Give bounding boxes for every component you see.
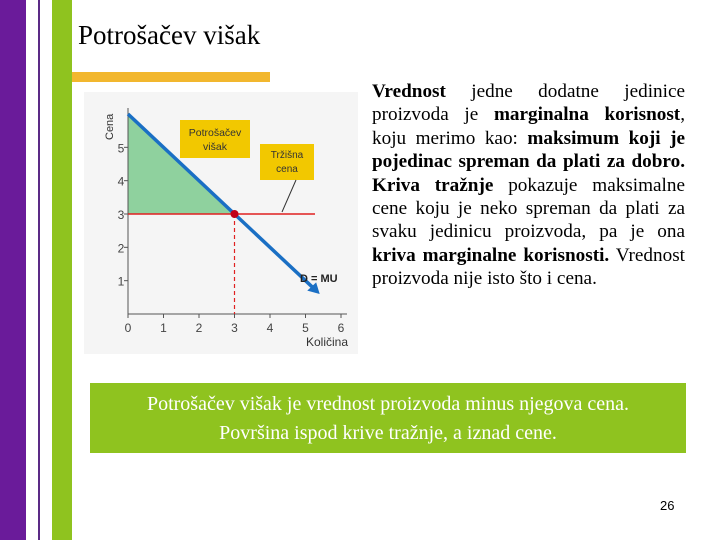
consumer-surplus-chart [84, 92, 358, 354]
surplus-label-line1: Potrošačev [188, 127, 242, 139]
page-number: 26 [660, 498, 675, 513]
surplus-label-line2: višak [203, 141, 227, 153]
body-run-3: , koju merimo kao: [372, 104, 685, 149]
highlight-box [90, 383, 686, 453]
x-tick-label: 3 [231, 321, 238, 335]
x-tick-label: 2 [195, 321, 203, 335]
body-paragraph [372, 80, 685, 291]
x-tick-label: 0 [124, 321, 132, 335]
slide-title: Potrošačev višak [78, 20, 261, 50]
price-label-line2: cena [276, 164, 298, 175]
left-accent-bar [0, 0, 26, 540]
price-label-line1: Tržišna [270, 150, 304, 161]
left-accent-line [38, 0, 40, 540]
body-run-4: maksimum koji je pojedinac spreman da plati za dobro. Kriva tražnje [372, 127, 686, 196]
x-tick-label: 1 [160, 321, 167, 335]
x-tick-label: 6 [337, 321, 345, 335]
y-tick-label: 3 [117, 208, 125, 222]
body-run-5: pokazuje maksimalne cene koju je neko spreman da plati za svaku jedinicu proizvoda, pa je ona [372, 174, 685, 243]
body-run-2: marginalna korisnost [493, 104, 681, 126]
y-tick-label: 1 [117, 274, 125, 289]
highlight-line-1: Potrošačev višak je vrednost proizvoda minus njegova cena. [146, 393, 630, 415]
title-underline [72, 72, 270, 82]
left-green-bar [52, 0, 72, 540]
body-run-1: jedne dodatne jedinice proizvoda je [372, 81, 685, 126]
body-run-6: kriva marginalne korisnosti. [372, 244, 610, 266]
y-axis-label: Cena [104, 113, 116, 140]
highlight-line-2: Površina ispod krive tražnje, a iznad cene. [219, 422, 557, 444]
body-run-7: Vrednost proizvoda nije isto što i cena. [372, 244, 685, 290]
x-axis-label: Količina [306, 335, 349, 349]
body-run-0: Vrednost [372, 81, 446, 102]
y-tick-label: 4 [117, 174, 125, 189]
equilibrium-point [231, 210, 239, 218]
y-tick-label: 5 [117, 141, 125, 156]
x-tick-label: 5 [302, 321, 309, 335]
x-tick-label: 4 [266, 321, 274, 335]
demand-label: D = MU [300, 273, 338, 285]
y-tick-label: 2 [117, 241, 125, 256]
